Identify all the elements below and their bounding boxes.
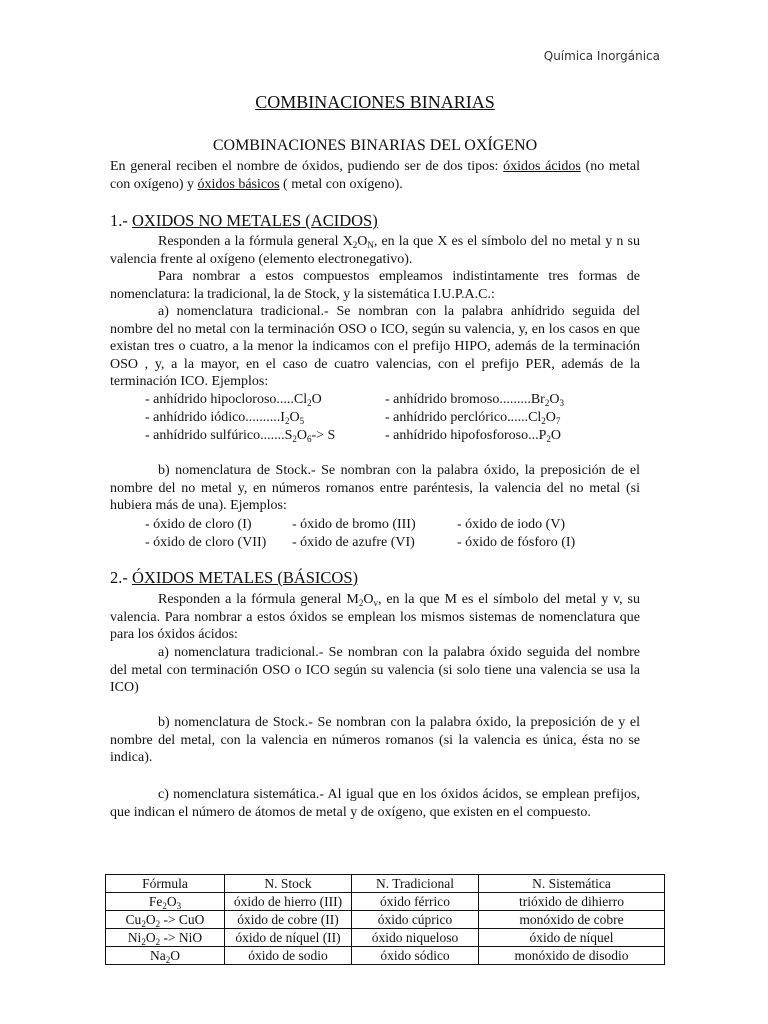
section-2-para-2: a) nomenclatura tradicional.- Se nombran con la palabra óxido seguida del nombre del metal con terminación OSO o ICO según su valencia (si solo tiene una valencia se usa la ICO) <box>110 645 640 695</box>
traditional-cell: óxido sódico <box>352 947 479 965</box>
section-subtitle: COMBINACIONES BINARIAS DEL OXÍGENO <box>212 137 538 154</box>
systematic-cell: monóxido de cobre <box>479 911 665 929</box>
table-header-cell: Fórmula <box>106 875 225 893</box>
table-row <box>106 947 665 965</box>
table-header-cell: N. Tradicional <box>352 875 479 893</box>
formula-cell: $Ni_2O_2$ -> NiO <box>106 929 225 947</box>
systematic-cell: trióxido de dihierro <box>479 893 665 911</box>
section-2-para-3: b) nomenclatura de Stock.- Se nombran con la palabra óxido, la preposición de y el nombre del metal, con la valencia en números romanos (si la valencia es única, ésta no se indica). <box>110 715 640 765</box>
stock-cell: óxido de hierro (III) <box>225 893 352 911</box>
formula-cell: $Na_2O$ <box>106 947 225 965</box>
table-header-cell: N. Stock <box>225 875 352 893</box>
systematic-cell: monóxido de disodio <box>479 947 665 965</box>
table-header-cell: N. Sistemática <box>479 875 665 893</box>
section-2-heading: 2.- ÓXIDOS METALES (BÁSICOS) <box>110 568 359 587</box>
section-1-para-1: Responden a la fórmula general $X_2O_N$, en la que X es el símbolo del no metal y n su valencia frente al oxígeno (elemento electronegativo). <box>110 234 640 267</box>
table-row <box>106 929 665 947</box>
page-title: COMBINACIONES BINARIAS <box>255 92 495 112</box>
stock-cell: óxido de níquel (II) <box>225 929 352 947</box>
example-row: - óxido de cloro (VII) - óxido de azufre (VI) - óxido de fósforo (I) <box>145 535 576 550</box>
page-header: Química Inorgánica <box>543 49 660 63</box>
systematic-cell: óxido de níquel <box>479 929 665 947</box>
section-1-para-2: Para nombrar a estos compuestos empleamos indistintamente tres formas de nomenclatura: la tradicional, la de Stock, y la sistemática I.U.P.A.C.: <box>110 269 640 302</box>
oxides-table <box>105 874 665 965</box>
section-2-para-4: c) nomenclatura sistemática.- Al igual que en los óxidos ácidos, se emplean prefijos, que indican el número de átomos de metal y de oxígeno, que existen en el compuesto. <box>110 787 640 820</box>
example-row: - anhídrido $sulfúrico.......S_2O_6-> S$ - anhídrido $hipofosforoso...P_2O$ <box>145 428 562 444</box>
section-1-para-4: b) nomenclatura de Stock.- Se nombran con la palabra óxido, la preposición de el nombre del no metal y, en números romanos entre paréntesis, la valencia del no metal (si hubiera más de una). Ejemplos: <box>110 463 640 513</box>
section-1-para-3: a) nomenclatura tradicional.- Se nombran con la palabra anhídrido seguida del nombre del no metal con la terminación OSO o ICO, según su valencia, y, en los casos en que existan tres o cuatro, a la menor la indicamos con el prefijo HIPO, además de la terminación OSO , y, a la mayor, en el caso de cuatro valencias, con el prefijo PER, además de la terminación ICO. Ejemplos: <box>110 304 640 389</box>
example-row: - anhídrido $iódico..........I_2O_5$ - anhídrido $perclórico......Cl_2O_7$ <box>145 410 561 426</box>
stock-cell: óxido de cobre (II) <box>225 911 352 929</box>
intro-paragraph: En general reciben el nombre de óxidos, pudiendo ser de dos tipos: óxidos ácidos (no metal con oxígeno) y óxidos básicos ( metal con oxígeno). <box>110 159 640 192</box>
traditional-cell: óxido cúprico <box>352 911 479 929</box>
formula-cell: $Fe_2O_3$ <box>106 893 225 911</box>
traditional-cell: óxido niqueloso <box>352 929 479 947</box>
example-row: - óxido de cloro (I) - óxido de bromo (III) - óxido de iodo (V) <box>145 517 566 532</box>
formula-cell: $Cu_2O_2$ -> CuO <box>106 911 225 929</box>
table-header-row <box>106 875 665 893</box>
example-row: - anhídrido $hipocloroso.....Cl_2O$ - anhídrido $bromoso.........Br_2O_3$ <box>145 392 564 408</box>
section-2-para-1: Responden a la fórmula general $M_2O_v$, en la que M es el símbolo del metal y v, su valencia. Para nombrar a estos óxidos se emplean los mismos sistemas de nomenclatura que para los óxidos ácidos: <box>110 592 640 642</box>
table-row <box>106 893 665 911</box>
table-row <box>106 911 665 929</box>
traditional-cell: óxido férrico <box>352 893 479 911</box>
section-1-heading: 1.- OXIDOS NO METALES (ACIDOS) <box>110 211 378 230</box>
stock-cell: óxido de sodio <box>225 947 352 965</box>
